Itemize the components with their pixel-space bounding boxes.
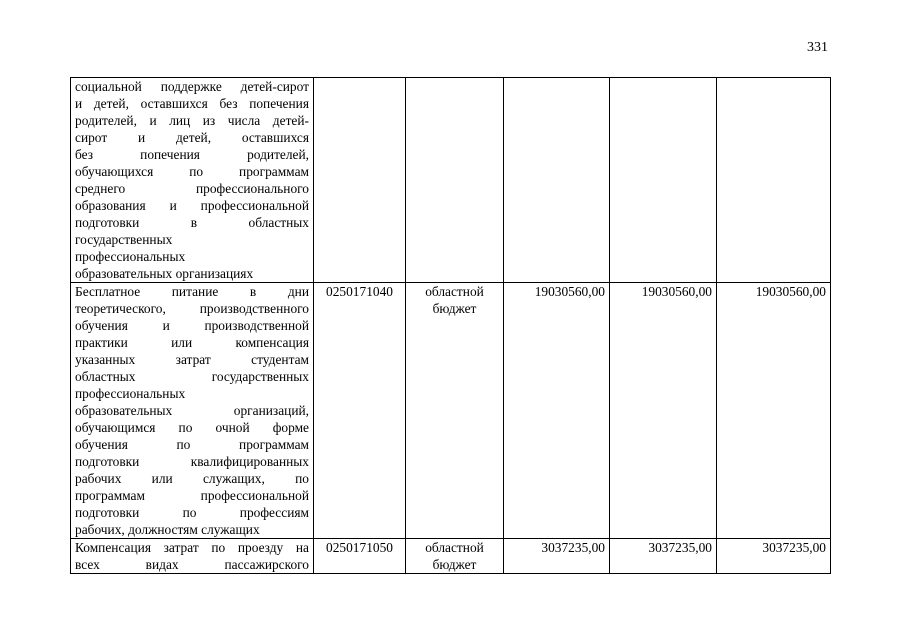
amount-cell: 19030560,00 — [504, 283, 610, 539]
description-cell — [71, 539, 314, 574]
description-line: образования и профессиональной — [75, 198, 309, 213]
description-line: государственных — [75, 232, 173, 247]
description-line: программам профессиональной — [75, 488, 309, 503]
description-line: профессиональных — [75, 386, 186, 401]
code-cell — [314, 78, 406, 283]
description-line: образовательных организациях — [75, 266, 254, 281]
description-line: практики или компенсация — [75, 335, 309, 350]
description-line: образовательных организаций, — [75, 403, 309, 418]
description-line: рабочих или служащих, по — [75, 471, 309, 486]
description-line: Бесплатное питание в дни — [75, 284, 309, 299]
table-row — [71, 283, 831, 539]
description-line: социальной поддержке детей-сирот — [75, 79, 309, 94]
amount-cell — [504, 78, 610, 283]
description-line: теоретического, производственного — [75, 301, 309, 316]
description-line: подготовки в областных — [75, 215, 309, 230]
table-row — [71, 78, 831, 283]
description-line: подготовки по профессиям — [75, 505, 309, 520]
description-line: рабочих, должностям служащих — [75, 522, 260, 537]
code-cell: 0250171040 — [314, 283, 406, 539]
description-line: родителей, и лиц из числа детей- — [75, 113, 309, 128]
table-row — [71, 539, 831, 574]
source-cell — [406, 78, 504, 283]
description-line: без попечения родителей, — [75, 147, 309, 162]
description-cell — [71, 283, 314, 539]
description-line: обучающихся по программам — [75, 164, 309, 179]
description-line: и детей, оставшихся без попечения — [75, 96, 309, 111]
amount-cell — [717, 78, 831, 283]
description-line: обучения и производственной — [75, 318, 309, 333]
description-line: среднего профессионального — [75, 181, 309, 196]
description-line: обучающимся по очной форме — [75, 420, 309, 435]
description-line: указанных затрат студентам — [75, 352, 309, 367]
description-line: областных государственных — [75, 369, 309, 384]
description-line: профессиональных — [75, 249, 186, 264]
source-cell: областной бюджет — [406, 539, 504, 574]
description-line: обучения по программам — [75, 437, 309, 452]
source-cell: областной бюджет — [406, 283, 504, 539]
code-cell: 0250171050 — [314, 539, 406, 574]
amount-cell: 19030560,00 — [717, 283, 831, 539]
description-cell — [71, 78, 314, 283]
amount-cell: 3037235,00 — [504, 539, 610, 574]
amount-cell: 3037235,00 — [610, 539, 717, 574]
budget-table — [70, 77, 831, 574]
amount-cell: 3037235,00 — [717, 539, 831, 574]
description-line: сирот и детей, оставшихся — [75, 130, 309, 145]
page-number: 331 — [807, 40, 828, 55]
amount-cell — [610, 78, 717, 283]
description-line: подготовки квалифицированных — [75, 454, 309, 469]
amount-cell: 19030560,00 — [610, 283, 717, 539]
description-line: всех видах пассажирского — [75, 557, 309, 572]
description-line: Компенсация затрат по проезду на — [75, 540, 309, 555]
